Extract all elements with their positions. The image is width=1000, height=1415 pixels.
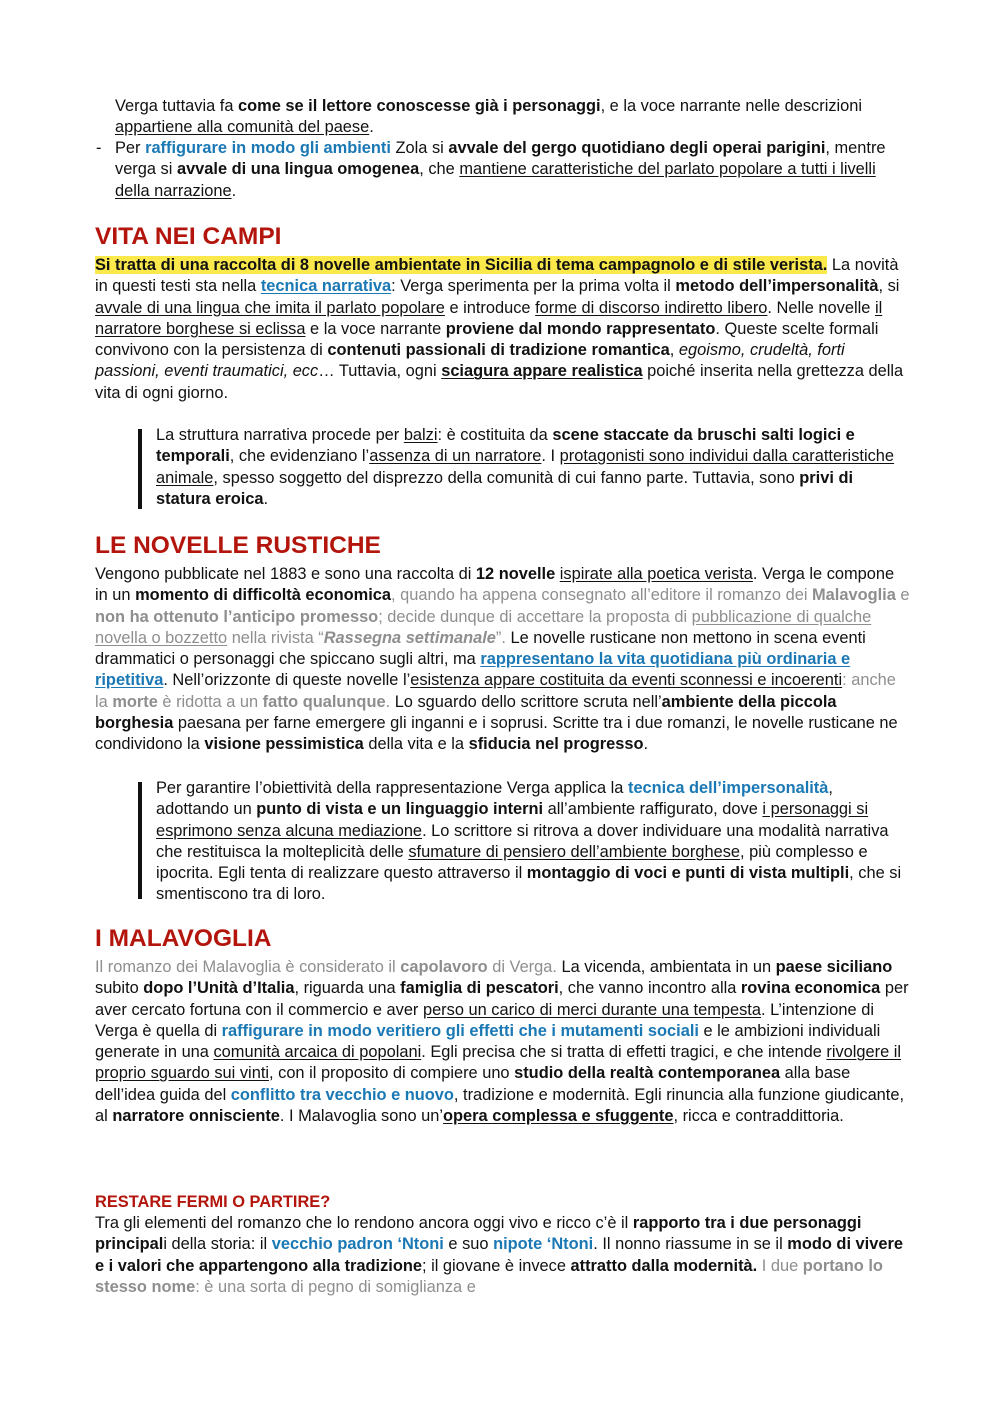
text-run: rovina economica bbox=[740, 979, 881, 998]
text-run: dopo l’Unità d’Italia bbox=[143, 979, 295, 998]
text-run: metodo dell’impersonalità bbox=[675, 277, 879, 296]
text-run: . bbox=[369, 118, 374, 137]
text-run: di Verga. bbox=[487, 958, 557, 976]
text-run: . bbox=[231, 181, 237, 200]
text-run: La novità in questi testi sta nella bbox=[95, 256, 899, 296]
text-run: privi di statura eroica bbox=[156, 468, 854, 508]
text-run: . bbox=[385, 692, 391, 711]
text-run: . Egli precisa che si tratta di effetti tragici, e che intende bbox=[421, 1043, 827, 1062]
text-run: e bbox=[895, 586, 910, 605]
text-run: sfiducia nel progresso bbox=[468, 735, 644, 754]
text-run: Vengono pubblicate nel 1883 e sono una raccolta di bbox=[95, 565, 476, 583]
text-run: , ricca e contraddittoria. bbox=[673, 1107, 844, 1126]
text-run: sfumature di pensiero dell’ambiente borghese bbox=[408, 842, 741, 861]
text-run: Lo sguardo dello scrittore scruta nell’ bbox=[390, 692, 662, 711]
text-run: , si bbox=[878, 277, 900, 296]
text-run: protagonisti sono individui dalla caratteristiche animale bbox=[156, 447, 895, 487]
text-run: portano lo stesso nome bbox=[95, 1256, 883, 1296]
text-run: , adottando un bbox=[156, 779, 833, 819]
text-run: , che si smentiscono tra di loro. bbox=[156, 864, 902, 904]
text-run: , che evidenziano l’ bbox=[229, 447, 370, 466]
text-run: all’ambiente raffigurato, dove bbox=[543, 800, 763, 819]
text-run: . Il nonno riassume in se il bbox=[593, 1235, 788, 1254]
text-run: e suo bbox=[443, 1235, 494, 1254]
vita-nei-campi-paragraph bbox=[95, 255, 910, 404]
text-run: , tradizione e modernità. Egli rinuncia alla funzione giudicante, al bbox=[95, 1085, 905, 1126]
text-run: comunità arcaica di popolani bbox=[213, 1043, 422, 1062]
text-run: nipote ‘Ntoni bbox=[493, 1235, 594, 1254]
text-run: Il romanzo dei Malavoglia è considerato il bbox=[95, 958, 401, 976]
malavoglia-subsection-paragraph bbox=[95, 1213, 910, 1298]
text-run: Zola si bbox=[390, 139, 449, 157]
text-run: famiglia di pescatori bbox=[400, 979, 559, 998]
text-run: , riguarda una bbox=[294, 979, 401, 998]
text-run: conflitto tra vecchio e nuovo bbox=[230, 1085, 454, 1104]
text-run: attratto dalla modernità bbox=[570, 1256, 753, 1275]
text-run: mantiene caratteristiche del parlato popolare a tutti i livelli della narrazione bbox=[115, 160, 876, 200]
section-title-malavoglia: I MALAVOGLIA bbox=[95, 925, 272, 952]
text-run: paesana per farne emergere gli inganni e i soprusi. Scritte tra i due romanzi, le novelle rusticane ne condividono la bbox=[95, 714, 898, 754]
text-run: , e la voce narrante nelle descrizioni bbox=[600, 97, 863, 115]
text-run: I due bbox=[757, 1256, 803, 1275]
text-run: per aver cercato fortuna con il commercio e aver bbox=[95, 979, 909, 1019]
text-run: . Nelle novelle bbox=[767, 298, 875, 317]
text-run: morte bbox=[112, 692, 158, 711]
text-run: , bbox=[669, 341, 679, 360]
text-run: : Verga sperimenta per la prima volta il bbox=[391, 277, 676, 296]
text-run: raffigurare in modo gli ambienti bbox=[145, 139, 391, 157]
text-run: . bbox=[752, 1256, 758, 1275]
text-run: . bbox=[643, 735, 649, 754]
text-run: opera complessa e sfuggente bbox=[443, 1107, 674, 1126]
text-run: Rassegna settimanale bbox=[323, 628, 496, 647]
text-run: , che bbox=[419, 160, 460, 179]
text-run: il narratore borghese si eclissa bbox=[95, 298, 883, 338]
malavoglia-paragraph bbox=[95, 957, 910, 1127]
text-run: ispirate alla poetica verista bbox=[559, 565, 753, 583]
text-run: avvale di una lingua che imita il parlato popolare bbox=[95, 298, 445, 317]
text-run: : anche la bbox=[95, 671, 896, 711]
text-run: . I bbox=[541, 447, 560, 466]
text-run: . Lo scrittore si ritrova a dover individuare una modalità narrativa che restituisca la molteplicità delle bbox=[156, 821, 889, 861]
text-run: ”. bbox=[495, 628, 506, 647]
text-run: poiché inserita nella grettezza della vita di ogni giorno. bbox=[95, 362, 904, 402]
text-run: modo di vivere e i valori che appartengono alla tradizione bbox=[95, 1235, 903, 1275]
text-run: come se il lettore conoscesse già i personaggi bbox=[238, 97, 601, 115]
novelle-rustiche-paragraph bbox=[95, 564, 910, 756]
text-run: assenza di un narratore bbox=[369, 447, 542, 466]
text-run: avvale del gergo quotidiano degli operai parigini bbox=[448, 139, 826, 157]
text-run: Si tratta di una raccolta di 8 novelle ambientate in Sicilia di tema campagnolo e di stile verista. bbox=[95, 256, 828, 274]
text-run: , più complesso e ipocrita. Egli tenta di realizzare questo attraverso il bbox=[156, 842, 868, 883]
text-run: paese siciliano bbox=[775, 958, 893, 976]
subsection-title-restare-fermi: RESTARE FERMI O PARTIRE? bbox=[95, 1193, 331, 1211]
text-run: capolavoro bbox=[400, 958, 488, 976]
text-run: alla base dell’idea guida del bbox=[95, 1064, 851, 1104]
text-run: . Queste scelte formali convivono con la persistenza di bbox=[95, 319, 879, 360]
text-run: i della storia: il bbox=[163, 1235, 272, 1254]
text-run: … Tuttavia, ogni bbox=[318, 362, 442, 381]
text-run: : è una sorta di pegno di somiglianza e bbox=[195, 1277, 476, 1296]
text-run: , con il proposito di compiere uno bbox=[269, 1064, 515, 1083]
text-run: non ha ottenuto l’anticipo promesso bbox=[95, 607, 379, 626]
intro-paragraph-continuation bbox=[115, 96, 895, 139]
text-run: 12 novelle bbox=[475, 565, 556, 583]
section-title-vita-nei-campi: VITA NEI CAMPI bbox=[95, 223, 282, 250]
text-run: visione pessimistica bbox=[204, 735, 364, 754]
text-run: : è costituita da bbox=[437, 426, 553, 444]
vita-nei-campi-quote bbox=[156, 425, 906, 510]
text-run: raffigurare in modo veritiero gli effetti che i mutamenti sociali bbox=[221, 1021, 699, 1040]
quote-bar bbox=[138, 782, 142, 899]
text-run: nella rivista “ bbox=[227, 628, 324, 647]
text-run: e introduce bbox=[444, 298, 536, 317]
text-run: appartiene alla comunità del paese bbox=[115, 118, 370, 137]
text-run: Le novelle rusticane non mettono in scena eventi drammatici o personaggi che spiccano sugli altri, ma bbox=[95, 628, 866, 669]
text-run: Malavoglia bbox=[812, 586, 896, 605]
text-run: momento di difficoltà economica bbox=[135, 586, 392, 605]
text-run: e le ambizioni individuali generate in una bbox=[95, 1021, 881, 1062]
text-run: , spesso soggetto del disprezzo della comunità di cui fanno parte. Tuttavia, sono bbox=[213, 468, 800, 487]
text-run: tecnica dell’impersonalità bbox=[627, 779, 829, 797]
text-run: contenuti passionali di tradizione romantica bbox=[327, 341, 670, 360]
text-run: . L’intenzione di Verga è quella di bbox=[95, 1000, 874, 1040]
text-run: Per bbox=[115, 139, 146, 157]
text-run: scene staccate da bruschi salti logici e temporali bbox=[156, 426, 855, 466]
text-run: forme di discorso indiretto libero bbox=[535, 298, 768, 317]
text-run: narratore onnisciente bbox=[112, 1107, 280, 1126]
text-run: La struttura narrativa procede per bbox=[156, 426, 404, 444]
text-run: rappresentano la vita quotidiana più ordinaria e ripetitiva bbox=[95, 650, 851, 690]
text-run: proviene dal mondo rappresentato bbox=[445, 319, 716, 338]
text-run: studio della realtà contemporanea bbox=[514, 1064, 781, 1083]
text-run: avvale di una lingua omogenea bbox=[176, 160, 420, 179]
bullet-dash: - bbox=[96, 139, 102, 157]
text-run: tecnica narrativa bbox=[260, 277, 392, 296]
text-run: . Nell’orizzonte di queste novelle l’ bbox=[163, 671, 411, 690]
text-run: egoismo, crudeltà, forti passioni, eventi traumatici, ecc bbox=[95, 341, 845, 381]
text-run: ; il giovane è invece bbox=[421, 1256, 571, 1275]
text-run: . bbox=[263, 489, 269, 508]
quote-bar bbox=[138, 429, 142, 509]
text-run: sciagura appare realistica bbox=[441, 362, 643, 381]
text-run: fatto qualunque bbox=[262, 692, 386, 711]
text-run: punto di vista e un linguaggio interni bbox=[256, 800, 544, 819]
text-run: rapporto tra i due personaggi principal bbox=[95, 1214, 862, 1254]
intro-bullet-paragraph bbox=[115, 138, 905, 202]
text-run: . I Malavoglia sono un’ bbox=[279, 1107, 444, 1126]
text-run: i personaggi si esprimono senza alcuna mediazione bbox=[156, 800, 869, 840]
text-run: Per garantire l’obiettività della rappresentazione Verga applica la bbox=[156, 779, 628, 797]
section-title-novelle-rustiche: LE NOVELLE RUSTICHE bbox=[95, 532, 381, 559]
text-run: è ridotta a un bbox=[157, 692, 263, 711]
text-run: , mentre verga si bbox=[115, 139, 886, 179]
text-run: vecchio padron ‘Ntoni bbox=[271, 1235, 444, 1254]
text-run: , che vanno incontro alla bbox=[558, 979, 741, 998]
text-run: Tra gli elementi del romanzo che lo rendono ancora oggi vivo e ricco c’è il bbox=[95, 1214, 633, 1232]
text-run: montaggio di voci e punti di vista multipli bbox=[526, 864, 850, 883]
novelle-rustiche-quote bbox=[156, 778, 906, 906]
text-run: e la voce narrante bbox=[305, 319, 446, 338]
text-run: subito bbox=[95, 979, 144, 998]
text-run: pubblicazione di qualche novella o bozzetto bbox=[95, 607, 872, 647]
text-run: rivolgere il proprio sguardo sui vinti bbox=[95, 1043, 902, 1083]
text-run: esistenza appare costituita da eventi sconnessi e incoerenti bbox=[410, 671, 843, 690]
text-run: perso un carico di merci durante una tempesta bbox=[422, 1000, 761, 1019]
text-run: ambiente della piccola borghesia bbox=[95, 692, 837, 733]
text-run: della vita e la bbox=[363, 735, 469, 754]
text-run: Verga tuttavia fa bbox=[115, 97, 239, 115]
text-run: , quando ha appena consegnato all’editore il romanzo dei bbox=[391, 586, 813, 605]
text-run: balzi bbox=[403, 426, 438, 444]
text-run: La vicenda, ambientata in un bbox=[556, 958, 776, 976]
text-run: . Verga le compone in un bbox=[95, 565, 895, 605]
text-run: ; decide dunque di accettare la proposta di bbox=[378, 607, 692, 626]
